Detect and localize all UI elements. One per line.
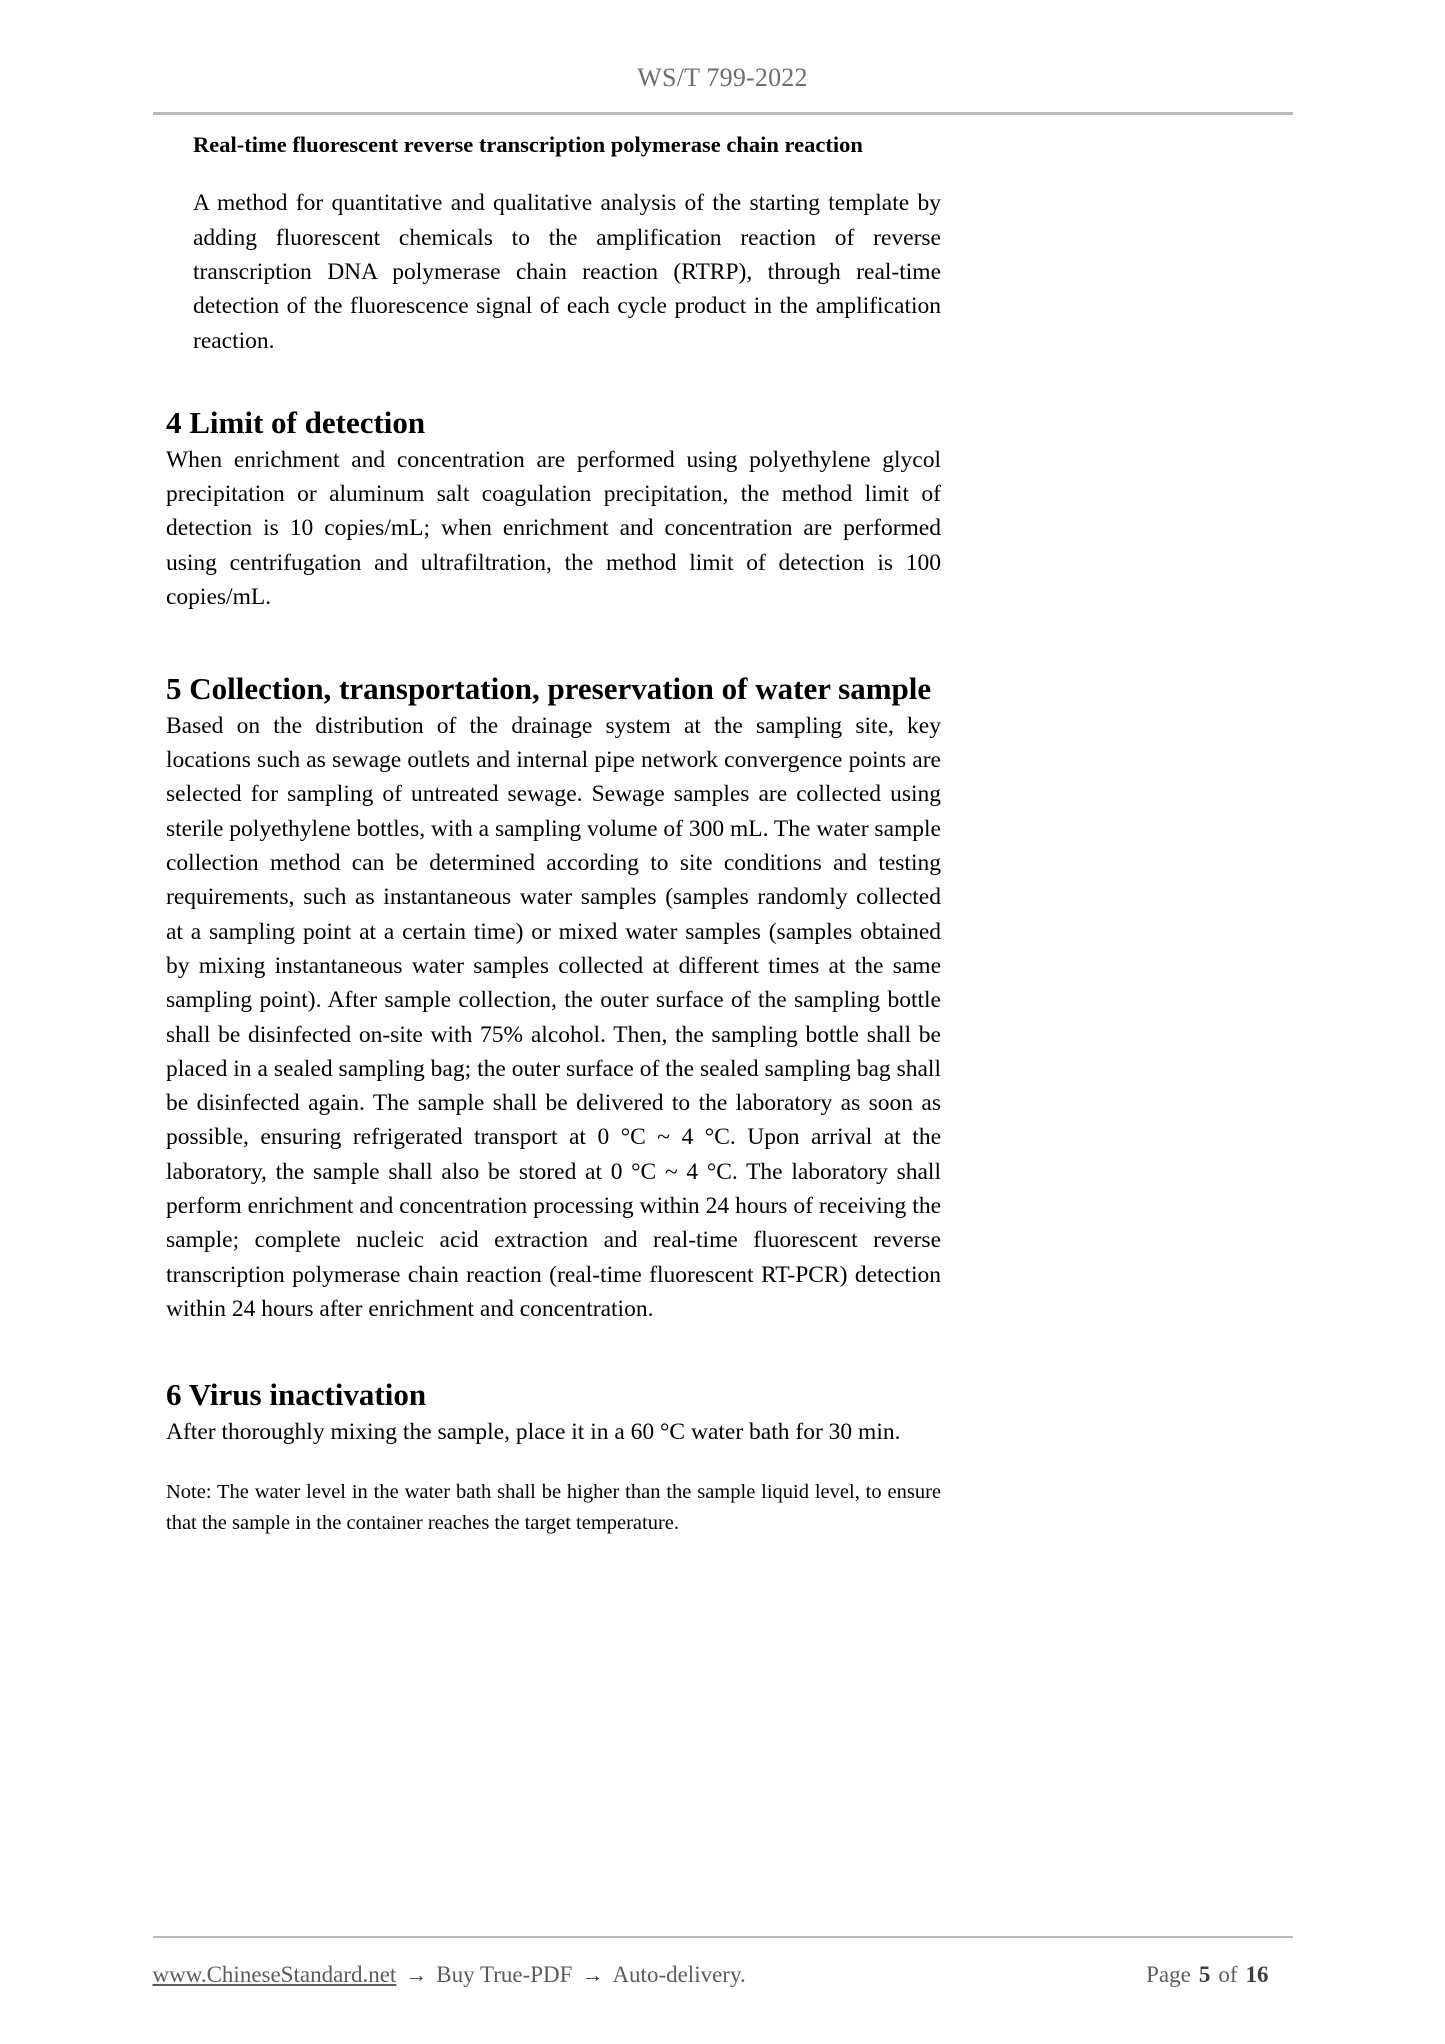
page-indicator <box>1146 1962 1292 1988</box>
current-page-number: 5 <box>1198 1962 1211 1987</box>
section-6-heading: 6 Virus inactivation <box>166 1377 427 1413</box>
footer-promo-auto-delivery: Auto-delivery. <box>612 1962 746 1987</box>
term-definition-block <box>193 186 941 357</box>
term-definition-heading: Real-time fluorescent reverse transcription polymerase chain reaction <box>193 132 863 157</box>
section-4 <box>166 404 941 614</box>
footer-website-link[interactable]: www.ChineseStandard.net <box>152 1962 397 1987</box>
term-definition-paragraph: A method for quantitative and qualitative analysis of the starting template by adding fluorescent chemicals to the amplification reaction of reverse transcription DNA polymerase chain reaction (RTRP), through real-time detection of the fluorescence signal of each cycle product in the amplification reaction. <box>193 190 941 354</box>
section-6-paragraph: After thoroughly mixing the sample, place it in a 60 °C water bath for 30 min. <box>166 1418 901 1445</box>
section-6 <box>166 1376 941 1539</box>
page-header <box>0 0 1445 115</box>
section-4-paragraph: When enrichment and concentration are performed using polyethylene glycol precipitation or aluminum salt coagulation precipitation, the method limit of detection is 10 copies/mL; when enrichment and concentration are performed using centrifugation and ultrafiltration, the method limit of detection is 100 copies/mL. <box>166 446 941 610</box>
standard-number-header: WS/T 799-2022 <box>637 63 808 92</box>
arrow-right-icon: → <box>405 1962 428 1987</box>
page-of-label: of <box>1218 1962 1238 1987</box>
header-divider <box>153 112 1293 115</box>
section-5-heading: 5 Collection, transportation, preservation of water sample <box>166 671 932 707</box>
section-4-heading: 4 Limit of detection <box>166 404 426 440</box>
total-page-count: 16 <box>1245 1962 1269 1987</box>
section-5 <box>166 670 941 1326</box>
footer-promo-buy-true-pdf: Buy True-PDF <box>436 1962 573 1987</box>
arrow-right-icon-2: → <box>581 1962 604 1987</box>
page-footer <box>0 1936 1445 2044</box>
page-label: Page <box>1146 1962 1191 1987</box>
section-6-note: Note: The water level in the water bath shall be higher than the sample liquid level, to ensure that the sample in the container reaches the target temperature. <box>166 1481 941 1534</box>
page-body <box>166 118 941 1539</box>
footer-row <box>153 1938 1293 2044</box>
footer-promo-group <box>153 1962 746 1988</box>
section-5-paragraph: Based on the distribution of the drainage system at the sampling site, key locations such as sewage outlets and internal pipe network convergence points are selected for sampling of untreated sewage. Sewage samples are collected using sterile polyethylene bottles, with a sampling volume of 300 mL. The water sample collection method can be determined according to site conditions and testing requirements, such as instantaneous water samples (samples randomly collected at a sampling point at a certain time) or mixed water samples (samples obtained by mixing instantaneous water samples collected at different times at the same sampling point). After sample collection, the outer surface of the sampling bottle shall be disinfected on-site with 75% alcohol. Then, the sampling bottle shall be placed in a sealed sampling bag; the outer surface of the sealed sampling bag shall be disinfected again. The sample shall be delivered to the laboratory as soon as possible, ensuring refrigerated transport at 0 °C ~ 4 °C. Upon arrival at the laboratory, the sample shall also be stored at 0 °C ~ 4 °C. The laboratory shall perform enrichment and concentration processing within 24 hours of receiving the sample; complete nucleic acid extraction and real-time fluorescent reverse transcription polymerase chain reaction (real-time fluorescent RT-PCR) detection within 24 hours after enrichment and concentration. <box>166 712 941 1322</box>
